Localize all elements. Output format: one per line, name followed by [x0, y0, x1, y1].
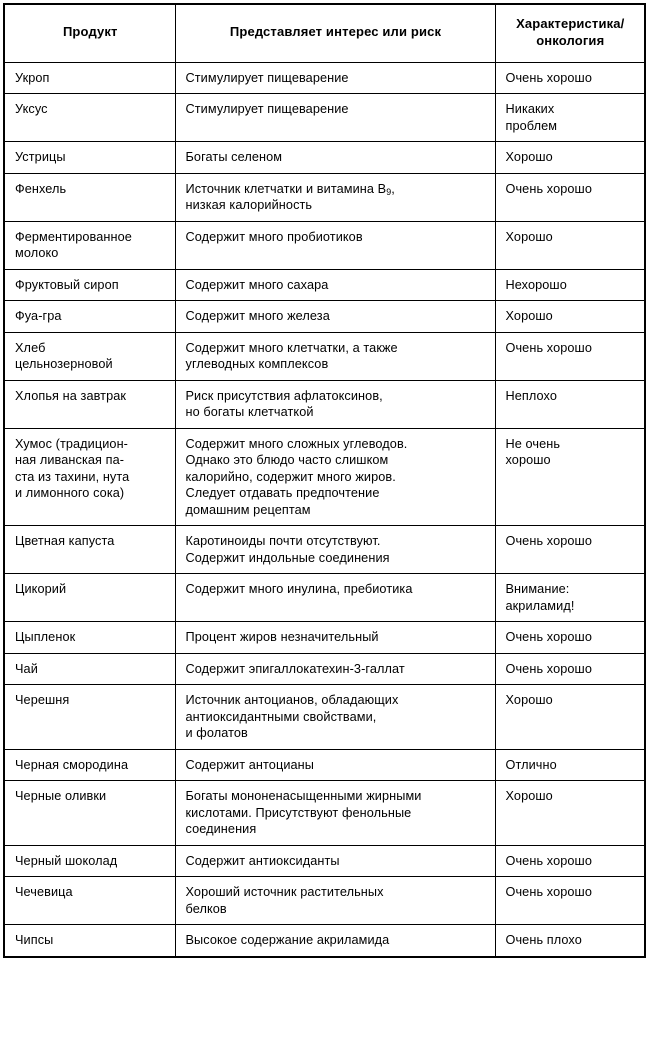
cell-product-line: Цветная капуста	[15, 534, 115, 549]
cell-interest-line: Источник антоцианов, обладающих	[185, 693, 399, 708]
cell-interest-line: Высокое содержание акриламида	[185, 933, 390, 948]
cell-oncology	[495, 142, 645, 174]
cell-product-line: Черешня	[15, 693, 70, 708]
cell-interest-line: Источник клетчатки и витамина $B_9$,	[185, 181, 395, 198]
table-row	[4, 380, 645, 428]
table-row	[4, 269, 645, 301]
cell-product-line: Хумос (традицион-	[15, 436, 129, 451]
cell-interest-line: Каротиноиды почти отсутствуют.	[185, 534, 381, 549]
cell-oncology-line: Очень хорошо	[505, 340, 592, 355]
cell-interest-line: кислотами. Присутствуют фенольные	[185, 805, 412, 820]
cell-interest	[175, 685, 495, 750]
cell-product-line: Укроп	[15, 70, 50, 85]
cell-oncology-line: хорошо	[505, 453, 551, 468]
column-header-oncology	[495, 4, 645, 62]
cell-oncology-line: Хорошо	[505, 150, 553, 165]
table-row	[4, 526, 645, 574]
cell-oncology-line: Хорошо	[505, 693, 553, 708]
cell-product-line: Цыпленок	[15, 630, 76, 645]
cell-interest	[175, 142, 495, 174]
cell-interest-line: низкая калорийность	[185, 198, 313, 213]
cell-oncology	[495, 380, 645, 428]
cell-interest-line: Содержит много клетчатки, а также	[185, 340, 398, 355]
cell-product	[4, 685, 175, 750]
table-row	[4, 142, 645, 174]
cell-product	[4, 221, 175, 269]
table-row	[4, 749, 645, 781]
column-header-oncology-line1: Характеристика/	[516, 16, 625, 31]
cell-product	[4, 749, 175, 781]
table-row	[4, 173, 645, 221]
cell-interest-line: соединения	[185, 822, 257, 837]
cell-oncology	[495, 877, 645, 925]
cell-oncology-line: акриламид!	[505, 598, 575, 613]
cell-product	[4, 428, 175, 526]
cell-product	[4, 94, 175, 142]
cell-interest-line: Стимулирует пищеварение	[185, 102, 349, 117]
cell-interest-line: Риск присутствия афлатоксинов,	[185, 388, 383, 403]
cell-interest-line: Содержит эпигаллокатехин-3-галлат	[185, 661, 405, 676]
cell-interest-line: Содержит много пробиотиков	[185, 229, 363, 244]
cell-interest-line: Содержит много инулина, пребиотика	[185, 582, 413, 597]
cell-interest-line: Содержит много сложных углеводов.	[185, 436, 408, 451]
cell-product-line: Хлопья на завтрак	[15, 388, 127, 403]
cell-oncology-line: Очень плохо	[505, 933, 582, 948]
cell-oncology	[495, 781, 645, 846]
cell-product	[4, 269, 175, 301]
cell-interest	[175, 781, 495, 846]
cell-product	[4, 877, 175, 925]
table-row	[4, 781, 645, 846]
table-row	[4, 877, 645, 925]
cell-oncology-line: Очень хорошо	[505, 534, 592, 549]
table-header-row	[4, 4, 645, 62]
cell-product-line: Чай	[15, 661, 38, 676]
cell-product-line: Устрицы	[15, 150, 66, 165]
cell-oncology	[495, 332, 645, 380]
table-row	[4, 685, 645, 750]
table-row	[4, 653, 645, 685]
cell-oncology-line: Хорошо	[505, 789, 553, 804]
cell-product-line: Ферментированное	[15, 229, 132, 244]
cell-oncology	[495, 221, 645, 269]
table-row	[4, 332, 645, 380]
cell-interest-line: Содержит много сахара	[185, 277, 329, 292]
cell-product-line: Чечевица	[15, 885, 73, 900]
cell-product-line: молоко	[15, 246, 59, 261]
cell-interest	[175, 653, 495, 685]
cell-oncology-line: Хорошо	[505, 229, 553, 244]
cell-interest	[175, 526, 495, 574]
column-header-interest: Представляет интерес или риск	[175, 4, 495, 62]
cell-product-line: Хлеб	[15, 340, 46, 355]
cell-interest	[175, 428, 495, 526]
cell-oncology-line: Неплохо	[505, 388, 558, 403]
cell-oncology-line: Внимание:	[505, 582, 570, 597]
table-row	[4, 845, 645, 877]
cell-product	[4, 574, 175, 622]
cell-oncology-line: проблем	[505, 118, 558, 133]
cell-oncology	[495, 62, 645, 94]
page-sheet	[0, 3, 647, 1046]
cell-oncology	[495, 269, 645, 301]
table-row	[4, 221, 645, 269]
table-row	[4, 301, 645, 333]
cell-oncology	[495, 428, 645, 526]
cell-product-line: Фуа-гра	[15, 309, 62, 324]
cell-product	[4, 380, 175, 428]
table-row	[4, 62, 645, 94]
cell-interest-line: Однако это блюдо часто слишком	[185, 453, 389, 468]
cell-product	[4, 845, 175, 877]
cell-interest	[175, 877, 495, 925]
cell-interest	[175, 749, 495, 781]
cell-oncology-line: Нехорошо	[505, 277, 567, 292]
cell-interest	[175, 94, 495, 142]
cell-product	[4, 301, 175, 333]
nutrition-table	[3, 3, 646, 958]
cell-oncology-line: Никаких	[505, 102, 555, 117]
cell-interest	[175, 332, 495, 380]
cell-oncology	[495, 749, 645, 781]
cell-interest	[175, 622, 495, 654]
cell-product-line: Цикорий	[15, 582, 67, 597]
cell-oncology	[495, 845, 645, 877]
cell-interest-line: белков	[185, 901, 227, 916]
cell-interest	[175, 574, 495, 622]
table-row	[4, 94, 645, 142]
cell-interest-line: антиоксидантными свойствами,	[185, 709, 377, 724]
cell-oncology	[495, 574, 645, 622]
table-row	[4, 428, 645, 526]
cell-interest	[175, 221, 495, 269]
cell-interest-line: Хороший источник растительных	[185, 885, 384, 900]
cell-oncology-line: Очень хорошо	[505, 70, 592, 85]
cell-product-line: Фруктовый сироп	[15, 277, 119, 292]
cell-oncology-line: Хорошо	[505, 309, 553, 324]
cell-interest-line: Следует отдавать предпочтение	[185, 486, 380, 501]
cell-oncology	[495, 301, 645, 333]
cell-product	[4, 925, 175, 957]
cell-interest-line: калорийно, содержит много жиров.	[185, 469, 396, 484]
cell-product	[4, 62, 175, 94]
cell-product-line: и лимонного сока)	[15, 486, 125, 501]
cell-interest-line: Содержит антоцианы	[185, 757, 314, 772]
cell-interest	[175, 269, 495, 301]
cell-interest	[175, 62, 495, 94]
cell-product	[4, 526, 175, 574]
cell-product	[4, 653, 175, 685]
cell-product-line: ста из тахини, нута	[15, 469, 130, 484]
cell-interest-line: Содержит много железа	[185, 309, 330, 324]
column-header-oncology-line2: онкология	[536, 32, 605, 48]
table-row	[4, 574, 645, 622]
table-row	[4, 622, 645, 654]
cell-interest-line: углеводных комплексов	[185, 357, 329, 372]
cell-interest-line: Богаты селеном	[185, 150, 283, 165]
cell-interest	[175, 173, 495, 221]
cell-oncology	[495, 925, 645, 957]
table-header	[4, 4, 645, 62]
cell-interest	[175, 845, 495, 877]
cell-product-line: Черная смородина	[15, 757, 129, 772]
cell-interest-line: Содержит индольные соединения	[185, 550, 390, 565]
cell-interest	[175, 925, 495, 957]
cell-oncology	[495, 173, 645, 221]
cell-oncology-line: Не очень	[505, 436, 561, 451]
cell-product-line: цельнозерновой	[15, 357, 113, 372]
cell-oncology-line: Очень хорошо	[505, 661, 592, 676]
cell-oncology-line: Очень хорошо	[505, 885, 592, 900]
cell-oncology-line: Отлично	[505, 757, 557, 772]
cell-interest-line: Богаты мононенасыщенными жирными	[185, 789, 422, 804]
cell-product-line: Чипсы	[15, 933, 54, 948]
cell-product-line: Черные оливки	[15, 789, 107, 804]
cell-interest-line: Стимулирует пищеварение	[185, 70, 349, 85]
table-body	[4, 62, 645, 957]
cell-product	[4, 173, 175, 221]
cell-product-line: Черный шоколад	[15, 853, 118, 868]
cell-interest	[175, 380, 495, 428]
cell-product	[4, 332, 175, 380]
cell-oncology	[495, 526, 645, 574]
cell-oncology-line: Очень хорошо	[505, 853, 592, 868]
cell-product	[4, 142, 175, 174]
cell-oncology	[495, 622, 645, 654]
cell-product-line: Фенхель	[15, 181, 67, 196]
cell-interest-line: Содержит антиоксиданты	[185, 853, 340, 868]
table-row	[4, 925, 645, 957]
cell-product	[4, 622, 175, 654]
cell-oncology-line: Очень хорошо	[505, 630, 592, 645]
column-header-product: Продукт	[4, 4, 175, 62]
cell-oncology-line: Очень хорошо	[505, 181, 592, 196]
cell-oncology	[495, 685, 645, 750]
cell-product	[4, 781, 175, 846]
cell-interest	[175, 301, 495, 333]
cell-oncology	[495, 94, 645, 142]
cell-interest-line: но богаты клетчаткой	[185, 405, 314, 420]
cell-product-line: ная ливанская па-	[15, 453, 125, 468]
cell-product-line: Уксус	[15, 102, 48, 117]
cell-interest-line: домашним рецептам	[185, 502, 311, 517]
cell-interest-line: и фолатов	[185, 726, 248, 741]
cell-oncology	[495, 653, 645, 685]
cell-interest-line: Процент жиров незначительный	[185, 630, 379, 645]
